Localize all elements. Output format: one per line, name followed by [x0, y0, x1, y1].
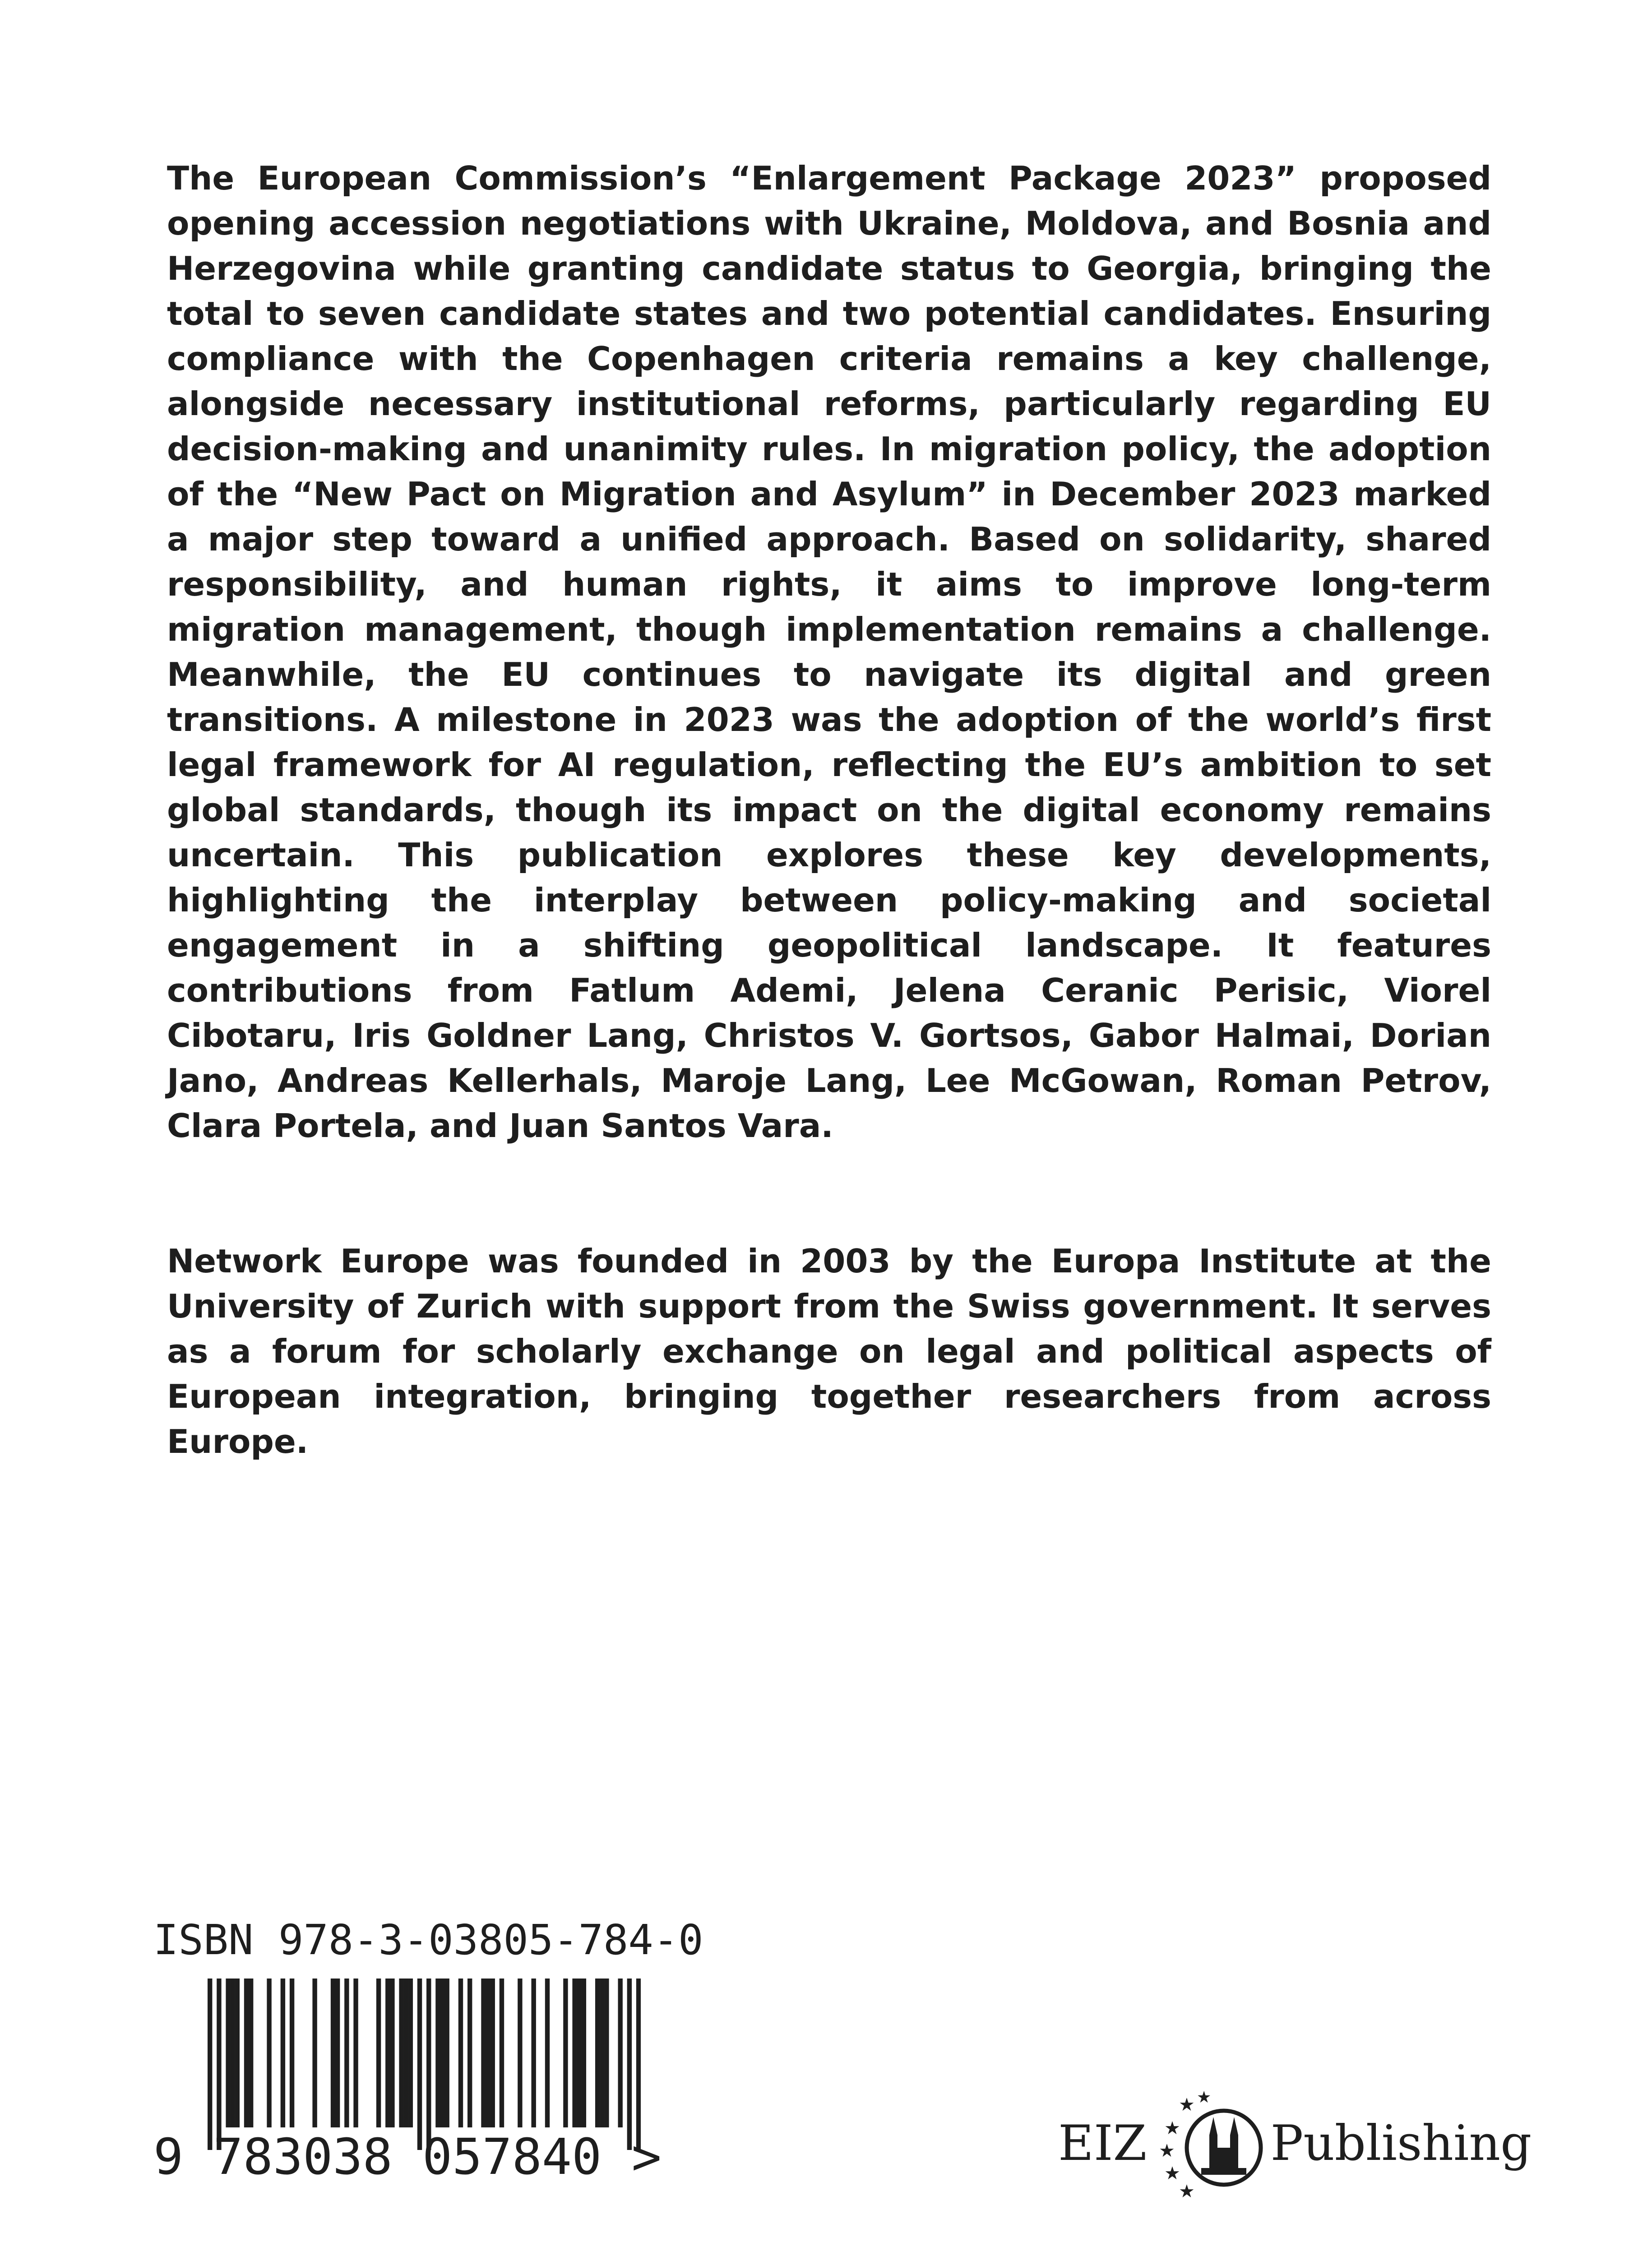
isbn-label: ISBN 978-3-03805-784-0	[153, 1916, 703, 1964]
barcode-bar	[636, 1979, 641, 2150]
barcode-bars	[208, 1979, 641, 2150]
barcode-bar	[235, 1979, 240, 2127]
publisher-name-right: Publishing	[1270, 2115, 1532, 2172]
barcode-bar	[435, 1979, 440, 2127]
barcode-bar	[563, 1979, 568, 2127]
barcode-bar	[500, 1979, 504, 2127]
barcode-bar	[404, 1979, 408, 2127]
barcode-bar	[331, 1979, 335, 2127]
barcode-bar	[618, 1979, 622, 2127]
barcode-bar	[627, 1979, 632, 2150]
barcode-bar	[353, 1979, 358, 2127]
barcode-bar	[417, 1979, 422, 2150]
barcode-bar	[267, 1979, 271, 2127]
barcode-bar	[572, 1979, 577, 2127]
barcode-bar	[226, 1979, 230, 2127]
svg-text:★: ★	[1178, 2181, 1195, 2202]
blurb-paragraph-network: Network Europe was founded in 2003 by the Europa Institute at the University of Zurich with support from the Swiss government. It serves as a forum for scholarly exchange on legal and political aspects of European integration, bringing together researchers from across Europe.	[167, 1242, 1491, 1461]
barcode-bar	[577, 1979, 582, 2127]
barcode-bar	[458, 1979, 463, 2127]
blurb-paragraph-main: The European Commission’s “Enlargement Package 2023” proposed opening accession negotiations with Ukraine, Moldova, and Bosnia and Herzegovina while granting candidate status to Georgia, bringing the total to seven candidate states and two potential candidates. Ensuring compliance with the Copenhagen criteria remains a key challenge, alongside necessary institutional reforms, particularly regarding EU decision-making and unanimity rules. In migration policy, the adoption of the “New Pact on Migration and Asylum” in December 2023 marked a major step toward a unified approach. Based on solidarity, shared responsibility, and human rights, it aims to improve long-term migration management, though implementation remains a challenge. Meanwhile, the EU continues to navigate its digital and green transitions. A milestone in 2023 was the adoption of the world’s first legal framework for AI regulation, reflecting the EU’s ambition to set global standards, though its impact on the digital economy remains uncertain. This publication explores these key developments, highlighting the interplay between policy-making and societal engagement in a shifting geopolitical landscape. It features contributions from Fatlum Ademi, Jelena Ceranic Perisic, Viorel Cibotaru, Iris Goldner Lang, Christos V. Gortsos, Gabor Halmai, Dorian Jano, Andreas Kellerhals, Maroje Lang, Lee McGowan, Roman Petrov, Clara Portela, and Juan Santos Vara.	[167, 159, 1491, 1145]
svg-text:★: ★	[1164, 2163, 1180, 2184]
barcode-bar	[545, 1979, 550, 2127]
back-cover-blurb	[167, 156, 1491, 1464]
barcode-bar	[486, 1979, 490, 2127]
ean-digits: 9 783038 057840 >	[153, 2128, 662, 2186]
stars-cathedral-emblem-icon	[1152, 2085, 1264, 2202]
svg-text:★: ★	[1164, 2118, 1180, 2139]
barcode-bar	[444, 1979, 449, 2127]
barcode-bar	[491, 1979, 495, 2127]
svg-text:★: ★	[1196, 2088, 1211, 2107]
barcode-bar	[399, 1979, 403, 2127]
barcode-bar	[217, 1979, 221, 2150]
barcode-bar	[408, 1979, 413, 2127]
barcode-bar	[531, 1979, 536, 2127]
barcode-bar	[249, 1979, 253, 2127]
publisher-logo	[1058, 2076, 1532, 2211]
svg-text:★: ★	[1158, 2140, 1175, 2161]
barcode-bar	[208, 1979, 212, 2150]
barcode-bar	[312, 1979, 317, 2127]
barcode-bar	[582, 1979, 586, 2127]
barcode-bar	[440, 1979, 444, 2127]
barcode-bar	[426, 1979, 431, 2150]
barcode-bar	[385, 1979, 390, 2127]
barcode-bar	[595, 1979, 600, 2127]
barcode-bar	[335, 1979, 340, 2127]
publisher-name-left: EIZ	[1058, 2115, 1147, 2172]
barcode-bar	[604, 1979, 609, 2127]
barcode-bar	[390, 1979, 394, 2127]
barcode-bar	[290, 1979, 294, 2127]
barcode-bar	[344, 1979, 349, 2127]
isbn-barcode	[153, 1915, 703, 2204]
barcode-bar	[467, 1979, 472, 2127]
svg-text:★: ★	[1178, 2094, 1195, 2115]
barcode-bar	[231, 1979, 235, 2127]
barcode-bar	[281, 1979, 285, 2127]
barcode-bar	[244, 1979, 249, 2127]
barcode-bar	[376, 1979, 381, 2127]
barcode-bar	[600, 1979, 604, 2127]
barcode-bar	[481, 1979, 486, 2127]
barcode-bar	[518, 1979, 522, 2127]
